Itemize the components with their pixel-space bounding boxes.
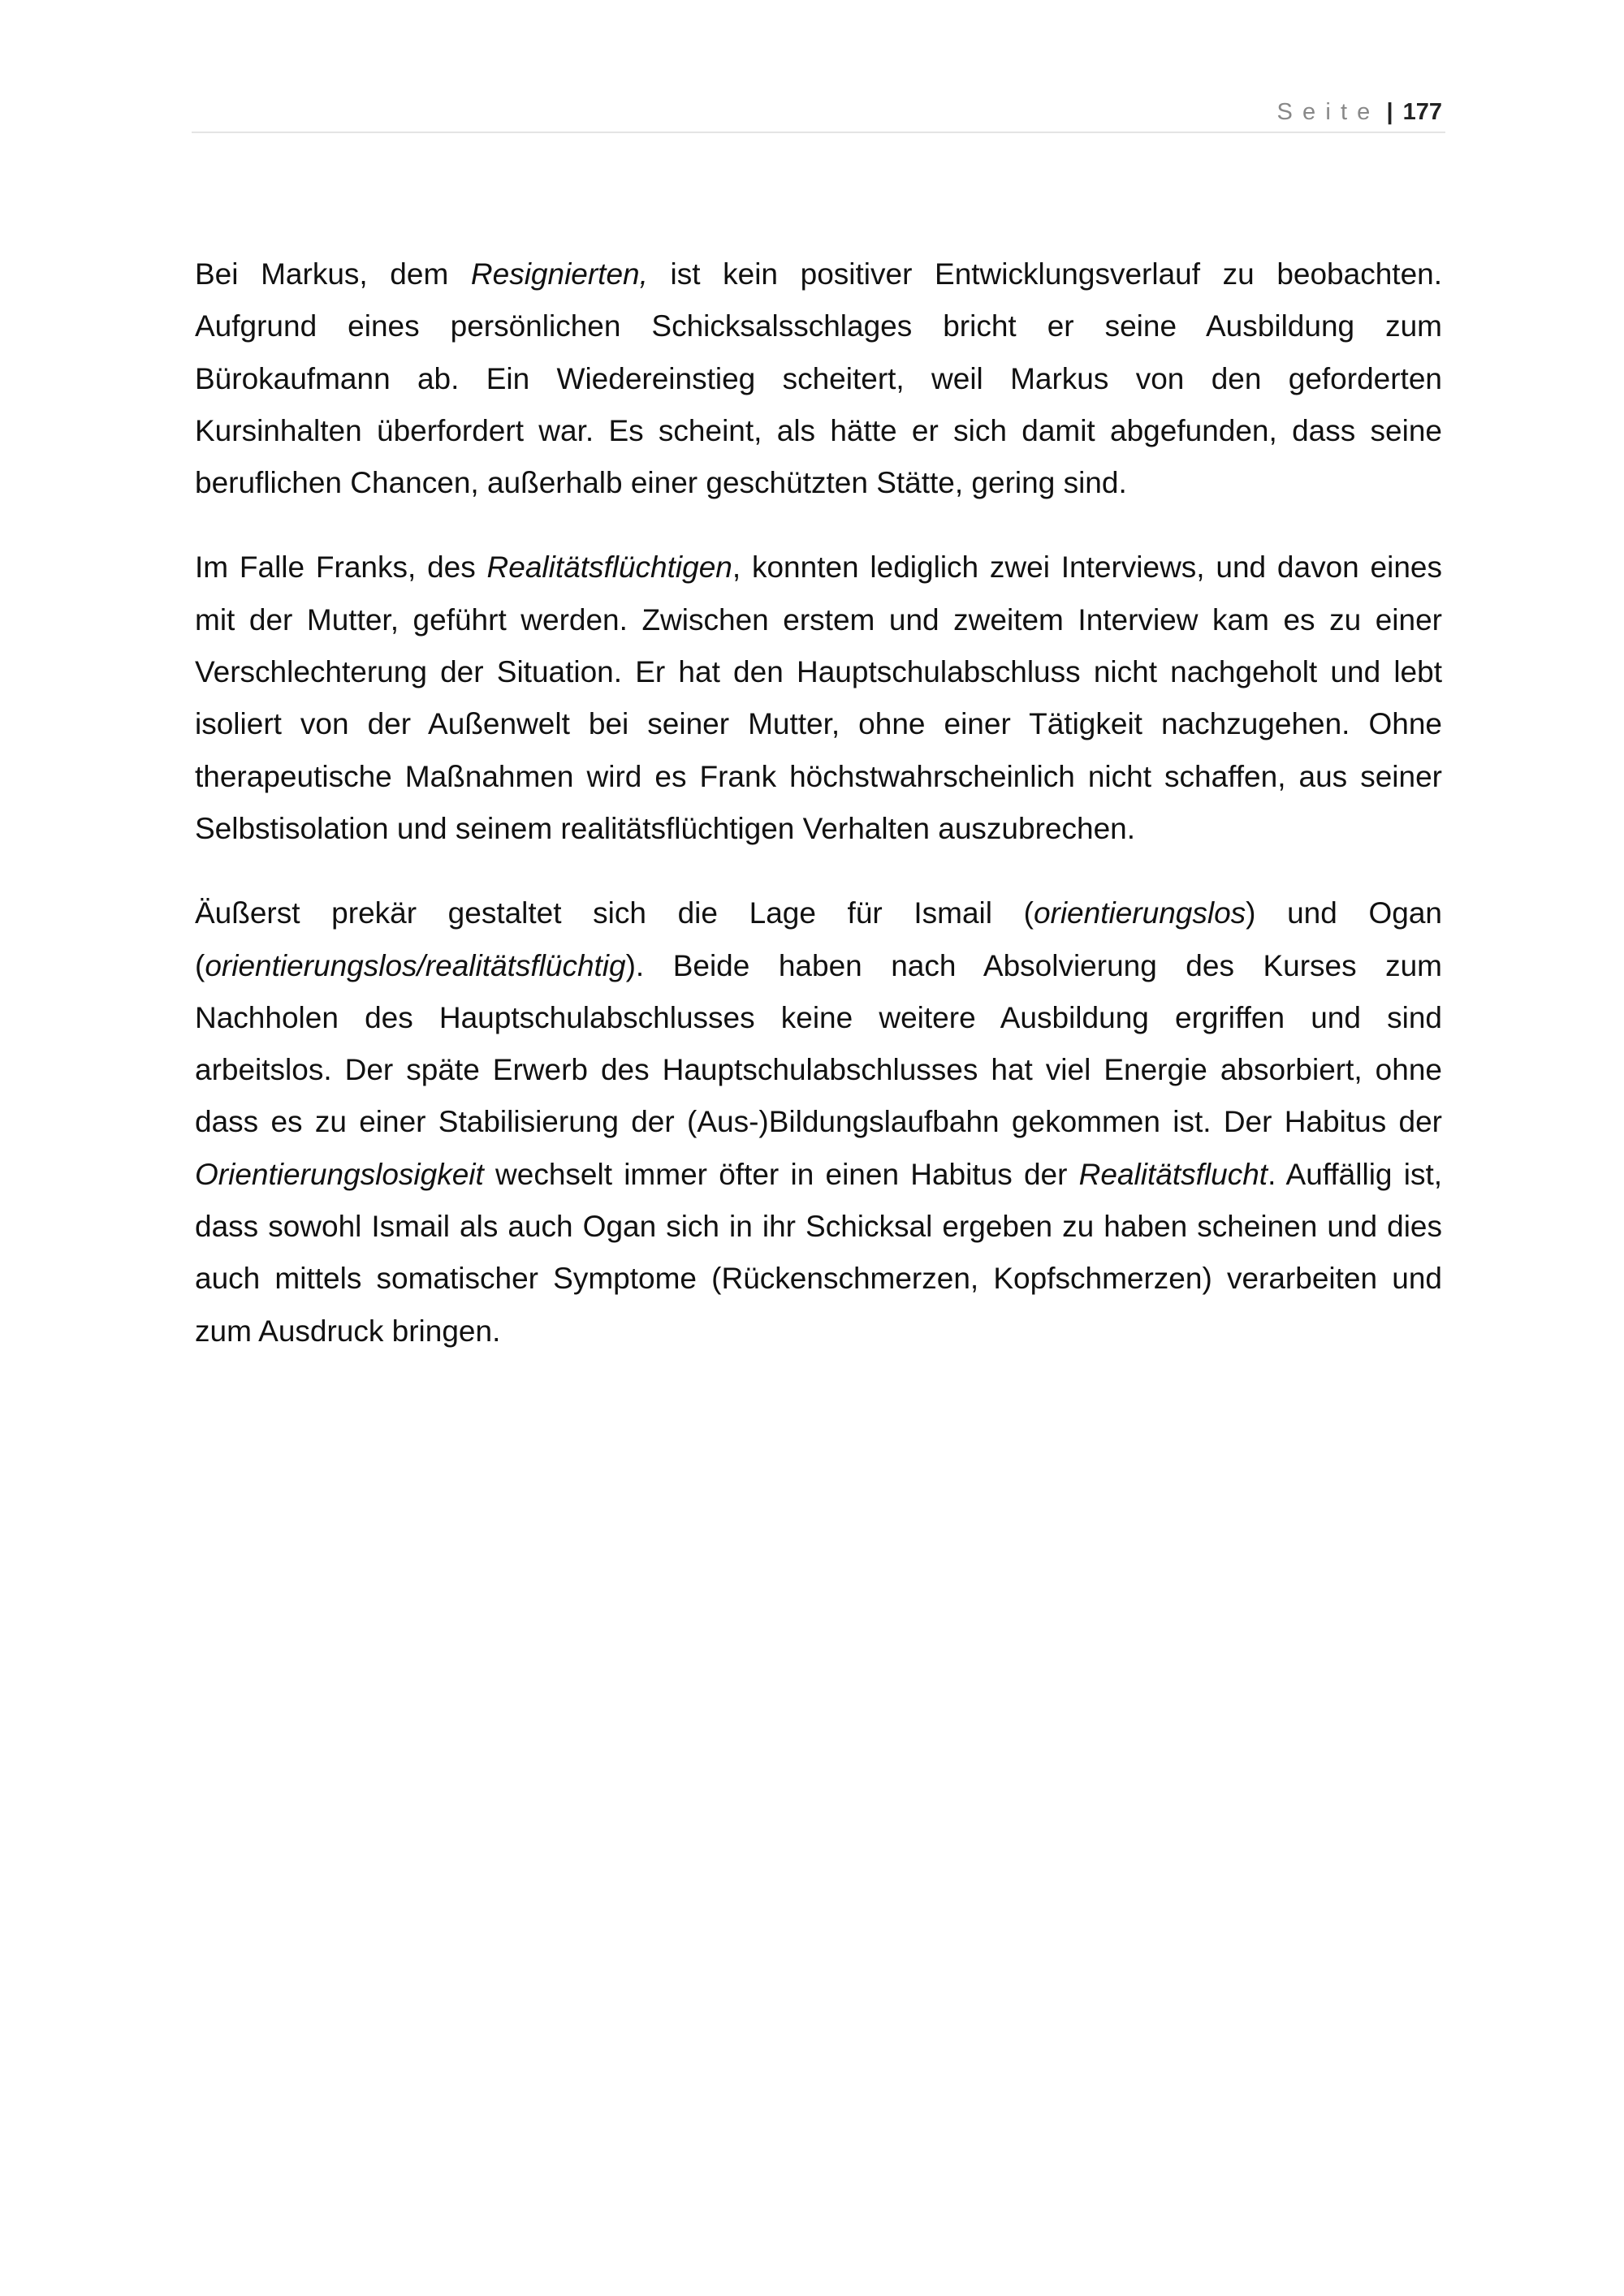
body-text [195,248,1442,1390]
page-number: 177 [1402,99,1442,125]
text-segment: Bei Markus, dem [195,257,471,291]
seite-label: Seite [1276,99,1380,125]
text-segment: wechselt immer öfter in einen Habitus der [483,1157,1079,1191]
text-segment: , konnten lediglich zwei Interviews, und davon eines mit der Mutter, geführt werden. Zwischen erstem und zweitem Interview kam es zu einer Verschlechterung der Situation. Er hat den Hauptschulabschluss nicht nachgeholt und lebt isoliert von der Außenwelt bei seiner Mutter, ohne einer Tätigkeit nachzugehen. Ohne therapeutische Maßnahmen wird es Frank höchstwahrscheinlich nicht schaffen, aus seiner Selbstisolation und seinem realitätsflüchtigen Verhalten auszubrechen. [195,550,1442,845]
text-segment: ). Beide haben nach Absolvierung des Kurses zum Nachholen des Hauptschulabschlusses keine weitere Ausbildung ergriffen und sind arbeitslos. Der späte Erwerb des Hauptschulabschlusses hat viel Energie absorbiert, ohne dass es zu einer Stabilisierung der (Aus-)Bildungslaufbahn gekommen ist. Der Habitus der [195,948,1442,1139]
page-number-label [1276,97,1442,127]
text-segment: Im Falle Franks, des [195,550,487,585]
text-segment: ist kein positiver Entwicklungsverlauf zu beobachten. Aufgrund eines persönlichen Schicksalsschlages bricht er seine Ausbildung zum Bürokaufmann ab. Ein Wiedereinstieg scheitert, weil Markus von den geforderten Kursinhalten überfordert war. Es scheint, als hätte er sich damit abgefunden, dass seine beruflichen Chancen, außerhalb einer geschützten Stätte, gering sind. [195,257,1442,500]
italic-term: Realitätsflüchtigen [486,550,732,585]
page-header [192,91,1445,133]
text-segment: . Auffällig ist, dass sowohl Ismail als auch Ogan sich in ihr Schicksal ergeben zu haben scheinen und dies auch mittels somatischer Symptome (Rückenschmerzen, Kopfschmerzen) verarbeiten und zum Ausdruck bringen. [195,1157,1443,1348]
text-segment: ) und Ogan ( [195,896,1442,982]
paragraph-frank [195,542,1442,855]
page-number-separator: | [1386,99,1393,125]
italic-term: Resignierten, [470,257,648,291]
italic-term: Orientierungslosigkeit [195,1157,484,1191]
italic-term: orientierungslos/realitätsflüchtig [205,948,626,982]
italic-term: Realitätsflucht [1078,1157,1268,1191]
italic-term: orientierungslos [1033,896,1246,930]
text-segment: Äußerst prekär gestaltet sich die Lage für Ismail ( [195,896,1034,930]
paragraph-markus [195,248,1442,509]
paragraph-ismail-ogan [195,887,1442,1357]
